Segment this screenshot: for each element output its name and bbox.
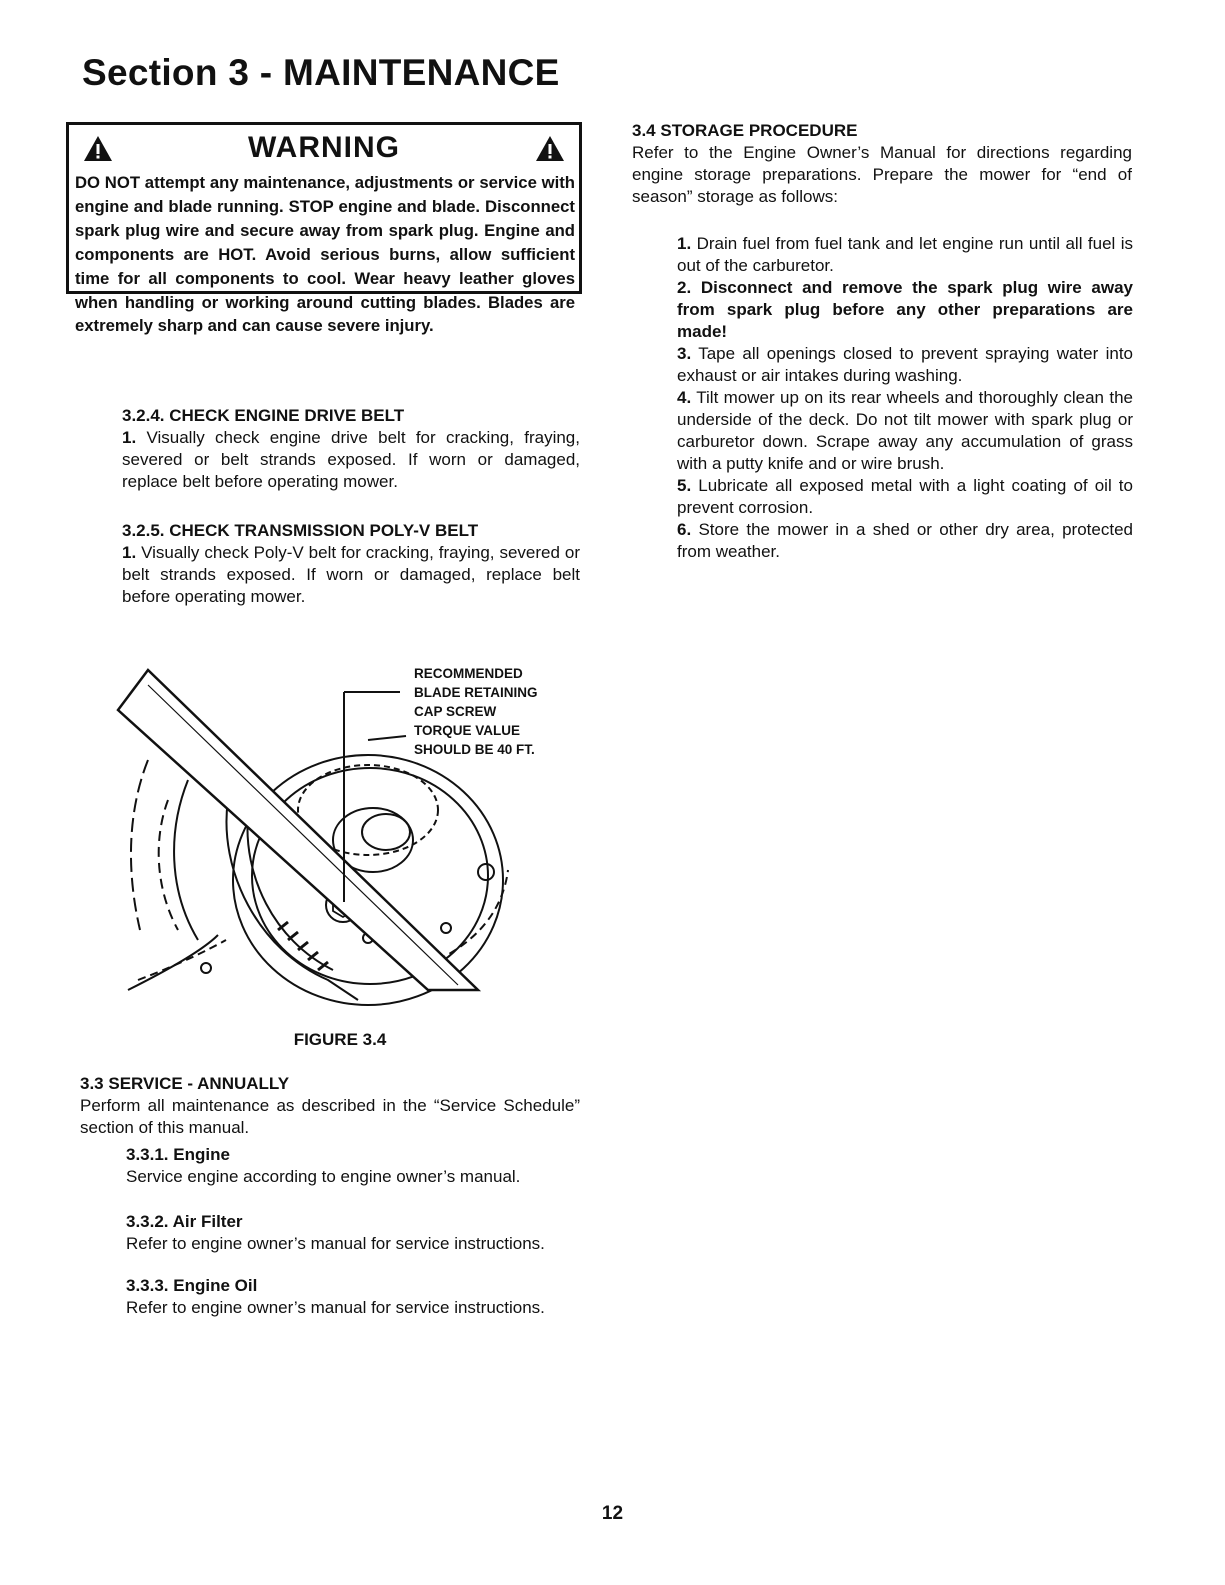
subsection-engine-oil — [126, 1275, 580, 1319]
section-body — [122, 427, 580, 493]
page-number: 12 — [601, 1503, 624, 1524]
section-heading: 3.3 SERVICE - ANNUALLY — [80, 1074, 290, 1093]
callout-line: TORQUE VALUE — [414, 723, 521, 738]
list-item — [677, 277, 1133, 343]
section-intro: Refer to the Engine Owner’s Manual for directions regarding engine storage preparations. Prepare the mower for “end of season” storage as follows: — [632, 143, 1132, 206]
figure-caption: FIGURE 3.4 — [293, 1030, 387, 1049]
blade-figure — [108, 640, 578, 1010]
subsection-heading: 3.3.1. Engine — [126, 1145, 230, 1164]
warning-text: DO NOT attempt any maintenance, adjustments or service with engine and blade running. STOP engine and blade. Disconnect spark plug wire and secure away from spark plug. Engine and components are HOT. Avoid serious burns, allow sufficient time for all components to cool. Wear heavy leather gloves when handling or working around cutting blades. Blades are extremely sharp and can cause severe injury. — [75, 173, 575, 336]
item-number: 2. — [677, 278, 692, 297]
item-text: Store the mower in a shed or other dry area, protected from weather. — [677, 520, 1133, 561]
section-heading: 3.2.4. CHECK ENGINE DRIVE BELT — [122, 406, 405, 425]
item-text: Tape all openings closed to prevent spraying water into exhaust or air intakes during washing. — [677, 344, 1133, 385]
section-3-2-5 — [122, 520, 580, 608]
item-text: Tilt mower up on its rear wheels and thoroughly clean the underside of the deck. Do not tilt mower with spark plug or carburetor down. Scrape away any accumulation of grass with a putty knife and or wire brush. — [677, 388, 1134, 473]
section-3-2-4 — [122, 405, 580, 493]
subsection-heading: 3.3.3. Engine Oil — [126, 1276, 258, 1295]
section-body: Perform all maintenance as described in the “Service Schedule” section of this manual. — [80, 1096, 580, 1137]
list-item — [677, 475, 1133, 519]
section-heading: 3.4 STORAGE PROCEDURE — [632, 121, 858, 140]
storage-steps — [677, 233, 1133, 563]
item-number: 1. — [677, 234, 692, 253]
section-3-4 — [632, 120, 1132, 208]
list-item — [677, 519, 1133, 563]
list-item — [677, 233, 1133, 277]
subsection-heading: 3.3.2. Air Filter — [126, 1212, 243, 1231]
warning-title: WARNING — [248, 131, 400, 164]
item-number: 6. — [677, 520, 692, 539]
item-number: 3. — [677, 344, 692, 363]
item-text: Lubricate all exposed metal with a light coating of oil to prevent corrosion. — [677, 476, 1133, 517]
list-item — [677, 387, 1133, 475]
warning-triangle-icon — [535, 135, 565, 162]
subsection-air-filter — [126, 1211, 580, 1255]
callout-line: RECOMMENDED — [414, 666, 523, 681]
subsection-body: Refer to engine owner’s manual for service instructions. — [126, 1298, 545, 1317]
item-number: 1. — [122, 543, 137, 562]
warning-box — [66, 122, 582, 336]
subsection-body: Refer to engine owner’s manual for service instructions. — [126, 1234, 545, 1253]
page-title: Section 3 - MAINTENANCE — [82, 52, 560, 93]
section-3-3 — [80, 1073, 580, 1139]
callout-line: BLADE RETAINING — [414, 685, 538, 700]
item-number: 5. — [677, 476, 692, 495]
item-number: 4. — [677, 388, 692, 407]
item-text: Disconnect and remove the spark plug wire away from spark plug before any other preparations are made! — [677, 278, 1133, 341]
item-text: Drain fuel from fuel tank and let engine run until all fuel is out of the carburetor. — [677, 234, 1133, 275]
callout-line: CAP SCREW — [414, 704, 497, 719]
callout-line: SHOULD BE 40 FT. — [414, 742, 535, 757]
subsection-engine — [126, 1144, 580, 1188]
section-body — [122, 542, 580, 608]
section-heading: 3.2.5. CHECK TRANSMISSION POLY-V BELT — [122, 521, 479, 540]
item-number: 1. — [122, 428, 137, 447]
item-text: Visually check engine drive belt for cracking, fraying, severed or belt strands exposed. If worn or damaged, replace belt before operating mower. — [122, 428, 580, 491]
item-text: Visually check Poly-V belt for cracking, fraying, severed or belt strands exposed. If worn or damaged, replace belt before operating mower. — [122, 543, 580, 606]
subsection-body: Service engine according to engine owner’s manual. — [126, 1167, 521, 1186]
list-item — [677, 343, 1133, 387]
